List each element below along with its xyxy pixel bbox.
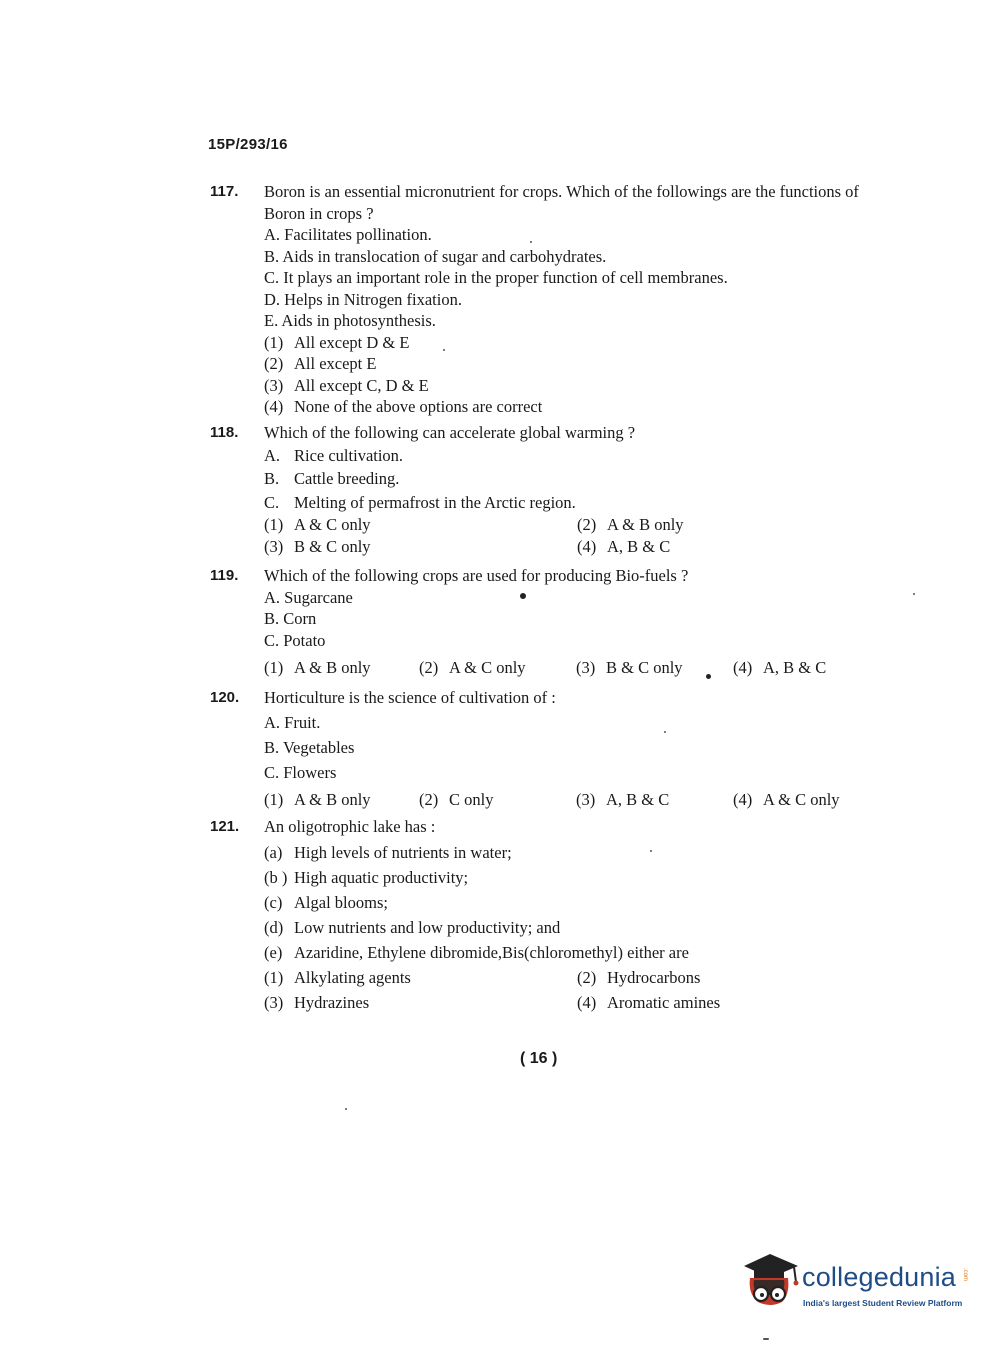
option	[264, 657, 419, 679]
statement-key: (e)	[264, 942, 283, 962]
scan-speck	[913, 593, 915, 595]
option-number: (2)	[419, 790, 439, 809]
option	[733, 657, 893, 679]
option-number: (3)	[264, 375, 284, 395]
statement: C. Potato	[264, 630, 326, 650]
question-118	[210, 422, 900, 557]
scan-speck	[706, 674, 711, 679]
option	[577, 967, 777, 989]
statement-text: High levels of nutrients in water;	[294, 842, 512, 862]
logo-wordmark: collegedunia	[802, 1262, 957, 1292]
statement	[264, 917, 900, 939]
question-text: Which of the following can accelerate global warming ?	[264, 423, 636, 442]
statement	[264, 942, 900, 964]
option-text: All except D & E	[294, 332, 410, 352]
question-120	[210, 687, 900, 811]
statement: C. Flowers	[264, 762, 337, 782]
option	[577, 514, 777, 536]
option-number: (4)	[577, 536, 597, 556]
option-text: Aromatic amines	[607, 993, 721, 1012]
option-text: A & B only	[294, 658, 371, 677]
question-117	[210, 181, 900, 418]
option-text: All except C, D & E	[294, 375, 429, 395]
option	[577, 992, 777, 1014]
statement-text: Melting of permafrost in the Arctic region.	[294, 492, 576, 512]
statement: A. Sugarcane	[264, 587, 353, 607]
statement	[264, 892, 900, 914]
scan-speck	[763, 1338, 769, 1340]
options-row	[264, 789, 900, 811]
option-number: (1)	[264, 658, 284, 677]
option-number: (1)	[264, 967, 284, 987]
statement: C. It plays an important role in the proper function of cell membranes.	[264, 268, 728, 287]
option	[264, 967, 577, 989]
option-text: Hydrazines	[294, 993, 370, 1012]
option-number: (2)	[577, 515, 597, 534]
option-number: (1)	[264, 790, 284, 809]
option	[733, 789, 893, 811]
question-121	[210, 816, 900, 1014]
statement: E. Aids in photosynthesis.	[264, 311, 436, 330]
option	[576, 789, 733, 811]
statement: B. Aids in translocation of sugar and carbohydrates.	[264, 246, 607, 266]
option	[264, 789, 419, 811]
option	[264, 514, 577, 536]
option	[264, 375, 900, 397]
option-text: None of the above options are correct	[294, 397, 543, 416]
option-number: (4)	[733, 658, 753, 677]
option	[264, 992, 577, 1014]
statement	[264, 445, 900, 467]
statement-key: (d)	[264, 917, 284, 937]
option	[264, 353, 900, 375]
graduate-mascot-icon	[740, 1250, 802, 1310]
option-number: (3)	[264, 993, 284, 1012]
statement	[264, 468, 900, 490]
scan-speck	[345, 1108, 347, 1110]
question-number: 121.	[210, 818, 240, 835]
option-number: (2)	[264, 354, 284, 373]
option-number: (4)	[264, 397, 284, 416]
option-number: (2)	[419, 658, 439, 677]
statement-key: (a)	[264, 842, 283, 862]
statement-key: A.	[264, 445, 281, 465]
option-number: (3)	[576, 790, 596, 809]
statement: D. Helps in Nitrogen fixation.	[264, 289, 462, 309]
statement-text: Azaridine, Ethylene dibromide,Bis(chloromethyl) either are	[294, 942, 689, 962]
scan-speck	[664, 731, 666, 733]
option	[419, 657, 576, 679]
option	[419, 789, 576, 811]
option-number: (2)	[577, 967, 597, 987]
option-text: A, B & C	[763, 658, 827, 677]
scan-speck	[530, 241, 532, 243]
statement-key: B.	[264, 469, 280, 488]
statement-text: Low nutrients and low productivity; and	[294, 917, 561, 937]
option	[264, 396, 900, 418]
statement: A. Facilitates pollination.	[264, 225, 432, 244]
option-text: All except E	[294, 354, 377, 373]
option-text: A & B only	[294, 790, 371, 809]
scan-speck	[443, 349, 445, 351]
statement-text: Algal blooms;	[294, 892, 388, 912]
statement-text: High aquatic productivity;	[294, 867, 469, 887]
statement	[264, 867, 900, 889]
question-text: An oligotrophic lake has :	[264, 817, 436, 836]
question-119	[210, 565, 900, 679]
option-number: (4)	[577, 993, 597, 1012]
option-text: A, B & C	[607, 536, 671, 556]
statement: B. Vegetables	[264, 737, 355, 757]
option	[577, 536, 777, 558]
option-text: B & C only	[606, 658, 683, 677]
logo-tagline: India's largest Student Review Platform	[803, 1298, 963, 1308]
option-text: Alkylating agents	[294, 967, 411, 987]
option-number: (1)	[264, 332, 284, 352]
statement	[264, 842, 900, 864]
option-text: A & C only	[294, 515, 371, 534]
options-grid	[264, 967, 900, 1014]
statement-text: Rice cultivation.	[294, 445, 404, 465]
option-text: A, B & C	[606, 790, 670, 809]
option-text: C only	[449, 790, 494, 809]
option-number: (3)	[576, 658, 596, 677]
option	[264, 332, 900, 354]
statement-key: C.	[264, 492, 280, 512]
logo-dotcom: .com	[962, 1268, 968, 1282]
scan-speck	[650, 850, 652, 852]
scan-speck	[520, 593, 526, 599]
options-row	[264, 657, 900, 679]
statement-text: Cattle breeding.	[294, 469, 400, 488]
option-text: B & C only	[294, 536, 371, 556]
option-number: (1)	[264, 515, 284, 534]
option-text: A & C only	[449, 658, 526, 677]
collegedunia-logo[interactable]	[740, 1250, 970, 1320]
question-text: Boron is an essential micronutrient for crops. Which of the followings are the functions of Boron in crops ?	[264, 182, 859, 223]
option-number: (3)	[264, 536, 284, 556]
statement-key: (b )	[264, 867, 288, 887]
option-number: (4)	[733, 790, 753, 809]
question-number: 117.	[210, 183, 239, 200]
options-grid	[264, 514, 900, 557]
option	[264, 536, 577, 558]
paper-code: 15P/293/16	[208, 136, 288, 153]
question-text: Which of the following crops are used for producing Bio-fuels ?	[264, 566, 689, 585]
option-text: A & B only	[607, 515, 684, 534]
option-text: Hydrocarbons	[607, 967, 701, 987]
question-number: 120.	[210, 689, 240, 706]
question-number: 118.	[210, 424, 239, 441]
statement: A. Fruit.	[264, 712, 321, 732]
statement	[264, 492, 900, 514]
page-number: ( 16 )	[520, 1050, 558, 1067]
question-text: Horticulture is the science of cultivation of :	[264, 688, 556, 707]
option-text: A & C only	[763, 790, 840, 809]
statement: B. Corn	[264, 609, 317, 628]
question-number: 119.	[210, 567, 239, 584]
statement-key: (c)	[264, 892, 283, 912]
